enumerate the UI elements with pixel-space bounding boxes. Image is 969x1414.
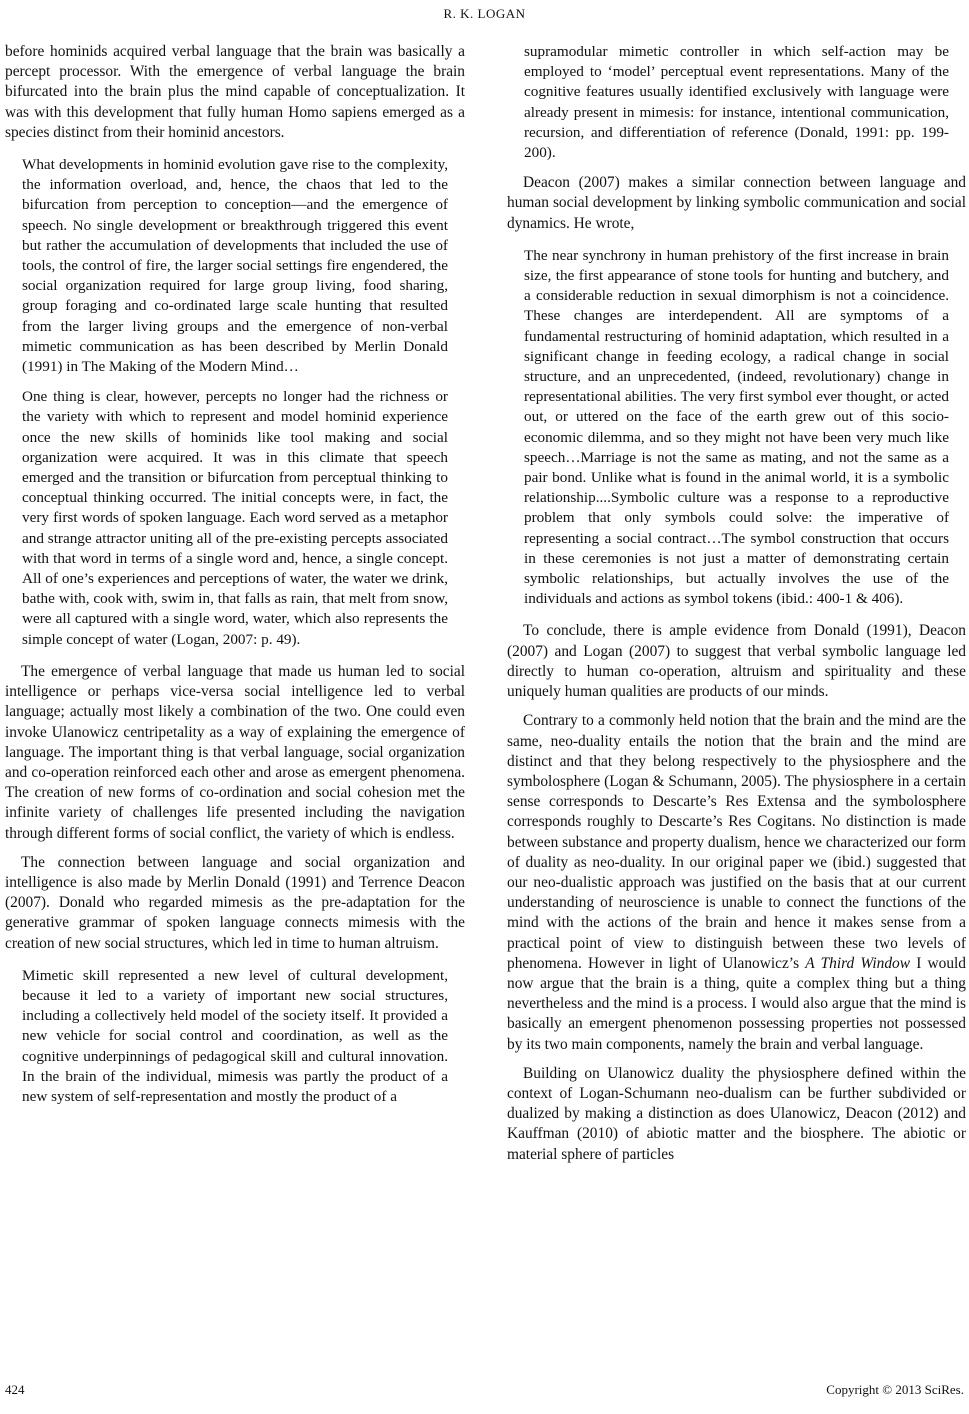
block-quote-continued: supramodular mimetic controller in which self-action may be employed to ‘model’ perceptual event representations. Many of the cognitive features usually identified exclusively with language were already present in mimesis: for instance, intentional communication, recursion, and differentiation of reference (Donald, 1991: pp. 199-200).: [524, 43, 949, 162]
paragraph-text: I would now argue that the brain is a thing, quite a complex thing but a thing nevertheless and the mind is a process. I would also argue that the mind is basically an emergent phenomenon possessing properties not possessed by its two main components, namely the brain and verbal language.: [507, 954, 966, 1053]
body-paragraph: To conclude, there is ample evidence from Donald (1991), Deacon (2007) and Logan (2007) to suggest that verbal symbolic language led directly to human co-operation, altruism and spirituality and these uniquely human qualities are products of our minds.: [507, 622, 966, 701]
running-head: R. K. LOGAN: [443, 6, 526, 21]
block-quote: The near synchrony in human prehistory of the first increase in brain size, the first appearance of stone tools for hunting and butchery, and a considerable reduction in sexual dimorphism is not a coincidence. These changes are interdependent. All are symptoms of a fundamental restructuring of hominid adaptation, which resulted in a significant change in feeding ecology, a radical change in social structure, and an unprecedented, (indeed, revolutionary) change in representational abilities. The very first symbol ever thought, or acted out, or uttered on the face of the earth grew out of this socio-economic dilemma, and so they might not have been very much like speech…Marriage is not the same as mating, and not the same as a pair bond. Unlike what is found in the animal world, it is a symbolic relationship....Symbolic culture was a response to a reproductive problem that only symbols could solve: the imperative of representing a social contract…The symbol construction that occurs in these ceremonies is not just a matter of demonstrating certain symbolic relationships, but actually involves the use of the individuals and actions as symbol tokens (ibid.: 400-1 & 406).: [524, 246, 949, 608]
block-quote: One thing is clear, however, percepts no longer had the richness or the variety with which to represent and model hominid experience once the new skills of hominids like tool making and social organization were acquired. It was in this climate that speech emerged and the transition or bifurcation from perceptual thinking to conceptual thinking occurred. The initial concepts were, in fact, the very first words of spoken language. Each word served as a metaphor and strange attractor uniting all of the pre-existing percepts associated with that word in terms of a single word and, hence, a single concept. All of one’s experiences and perceptions of water, the water we drink, bathe with, cook with, swim in, that falls as rain, that melt from snow, were all captured with a single word, water, which also represents the simple concept of water (Logan, 2007: p. 49).: [22, 388, 448, 648]
block-quote: What developments in hominid evolution gave rise to the complexity, the information overload, and, hence, the chaos that led to the bifurcation from perception to conception—and the emergence of speech. No single development or breakthrough triggered this event but rather the accumulation of developments that included the use of tools, the control of fire, the larger social settings fire engendered, the social organization required for large group living, food sharing, group foraging and co-ordinated large scale hunting that resulted from the larger living groups and the emergence of non-verbal mimetic communication as has been described by Merlin Donald (1991) in The Making of the Modern Mind…: [22, 156, 448, 376]
body-paragraph: before hominids acquired verbal language that the brain was basically a percept processor. With the emergence of verbal language the brain bifurcated into the brain plus the mind capable of conceptualization. It was with this development that fully human Homo sapiens emerged as a species distinct from their hominid ancestors.: [5, 43, 465, 141]
right-column: [507, 42, 966, 1174]
body-paragraph: [507, 711, 966, 1054]
body-paragraph: The connection between language and social organization and intelligence is also made by Merlin Donald (1991) and Terrence Deacon (2007). Donald who regarded mimesis as the pre-adaptation for the generative grammar of spoken language connects mimesis with the creation of new social structures, which led in time to human altruism.: [5, 853, 465, 952]
paragraph-text: Contrary to a commonly held notion that the brain and the mind are the same, neo-duality entails the notion that the brain and the mind are distinct and that they belong respectively to the physiosphere and the symbolosphere (Logan & Schumann, 2005). The physiosphere in a certain sense corresponds to Descarte’s Res Extensa and the symbolosphere corresponds roughly to Descarte’s Res Cogitans. No distinction is made between substance and property dualism, hence we characterized our form of duality as neo-duality. In our original paper we (ibid.) suggested that our neo-dualistic approach was justified on the basis that at our current understanding of neuroscience is unable to connect the functions of the mind with the actions of the brain and hence it makes sense from a practical point of view to distinguish between these two levels of phenomena. However in light of Ulanowicz’s: [507, 712, 966, 972]
body-paragraph: Deacon (2007) makes a similar connection between language and human social development by linking symbolic communication and social dynamics. He wrote,: [507, 174, 966, 232]
body-paragraph: The emergence of verbal language that made us human led to social intelligence or perhaps vice-versa social intelligence led to verbal language; actually most likely a combination of the two. One could even invoke Ulanowicz centripetality as a way of explaining the emergence of language. The important thing is that verbal language, social organization and co-operation reinforced each other and arose as emergent phenomena. The creation of new forms of co-ordination and social cohesion met the infinite variety of challenges life presented including the navigation through different forms of social conflict, the variety of which is endless.: [5, 662, 465, 842]
body-paragraph: Building on Ulanowicz duality the physiosphere defined within the context of Logan-Schumann neo-dualism can be further subdivided or dualized by making a distinction as does Ulanowicz, Deacon (2012) and Kauffman (2010) of abiotic matter and the biosphere. The abiotic or material sphere of particles: [507, 1064, 966, 1163]
book-title: A Third Window: [805, 954, 911, 972]
block-quote: Mimetic skill represented a new level of cultural development, because it led to a variety of important new social structures, including a collectively held model of the society itself. It provided a new vehicle for social control and coordination, as well as the cognitive underpinnings of pedagogical skill and cultural innovation. In the brain of the individual, mimesis was partly the product of a new system of self-representation and mostly the product of a: [22, 966, 448, 1105]
left-column: [5, 42, 465, 1117]
copyright-notice: Copyright © 2013 SciRes.: [826, 1382, 964, 1397]
page-number: 424: [5, 1382, 25, 1397]
